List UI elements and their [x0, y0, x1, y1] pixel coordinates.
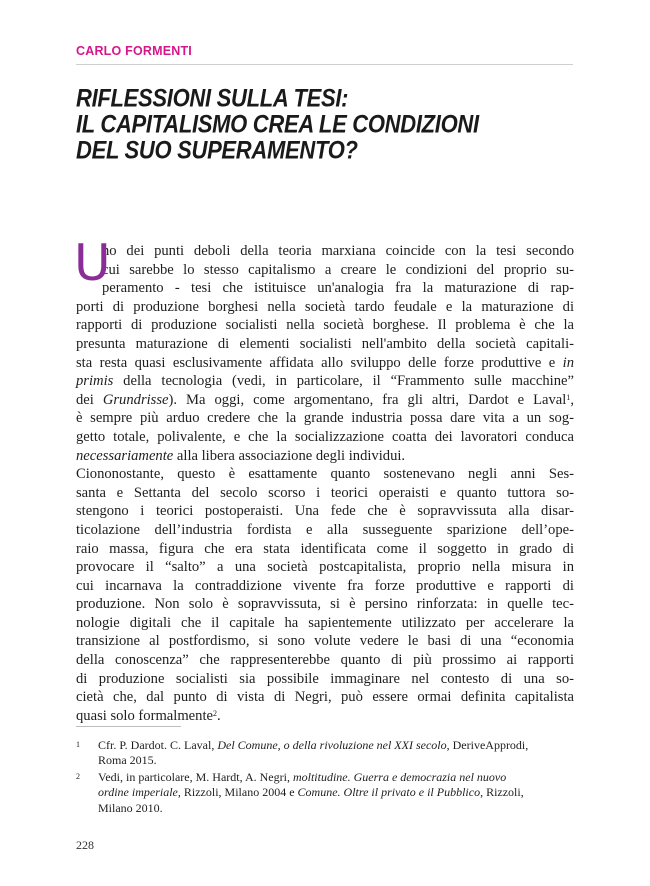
footnote-line: Roma 2015. [98, 753, 157, 768]
body-italic: primis [76, 373, 114, 390]
body-text: sta resta quasi esclusivamente affidata allo sviluppo delle forze produttive e [76, 354, 563, 371]
footnote-text: , DeriveApprodi, [446, 738, 529, 752]
body-line: cietà che, dal punto di vista di Negri, può essere ormai definita capitalista [76, 689, 574, 706]
footnote-text: Cfr. P. Dardot. C. Laval, [98, 738, 218, 752]
body-line: porti di produzione borghesi nella società tardo feudale e la maturazione di [76, 298, 574, 315]
body-text: ). Ma oggi, come argomentano, fra gli altri, Dardot e Laval [168, 391, 567, 408]
footnote-ref[interactable]: 1 [566, 392, 571, 402]
body-line: transizione al postfordismo, si sono volute vedere le basi di una “economia [76, 633, 574, 650]
body-line: provocare il “salto” a una società postcapitalista, proprio nella misura in [76, 559, 574, 576]
title-line: IL CAPITALISMO CREA LE CONDIZIONI [76, 110, 479, 138]
footnote-number: 1 [76, 740, 80, 749]
title-line: RIFLESSIONI SULLA TESI: [76, 84, 349, 112]
body-line: Ciononostante, questo è esattamente quanto sostenevano negli anni Ses- [76, 466, 574, 483]
footnote-text: , Rizzoli, Milano 2004 e [177, 785, 298, 800]
body-line: no dei punti deboli della teoria marxiana coincide con la tesi secondo [102, 243, 574, 259]
body-text: alla libera associazione degli individui. [173, 447, 406, 464]
body-line: produzione. Non solo è sopravvissuta, si è persino rinforzata: in quelle tec- [76, 596, 574, 613]
footnote-rule [76, 726, 181, 727]
body-line: nologie digitali che il capitale ha sapientemente utilizzato per accelerare la [76, 614, 574, 631]
body-text: quasi solo formalmente [76, 707, 213, 724]
footnote-text: , Rizzoli, [480, 785, 524, 800]
footnotes [76, 738, 574, 817]
footnote-italic: Comune. Oltre il privato e il Pubblico [297, 785, 481, 800]
body-line: rapporti di produzione socialisti nella società borghese. Il problema è che la [76, 317, 574, 334]
footnote-italic: ordine imperiale [98, 785, 178, 800]
body-line [76, 391, 574, 410]
page-number: 228 [76, 838, 94, 852]
body-line: cui incarnava la contraddizione vivente fra forze produttive e rapporti di [76, 577, 574, 594]
body-line: ticolazione dell’industria fordista e alla susseguente sparizione dell’ope- [76, 521, 574, 538]
footnote-line [98, 738, 574, 753]
body-line: presunta maturazione di elementi socialisti nell'ambito della società capitali- [76, 335, 574, 352]
footnote-italic: moltitudine. Guerra e democrazia nel nuovo [292, 769, 507, 784]
body-line [76, 707, 574, 726]
body-line: peramento - tesi che istituisce un'analogia fra la maturazione di rap- [102, 280, 574, 297]
title-line: DEL SUO SUPERAMENTO? [76, 136, 358, 164]
footnote-number: 2 [76, 771, 80, 781]
footnote-ref[interactable]: 2 [213, 708, 217, 718]
footnote-italic: Del Comune, o della rivoluzione nel XXI secolo [217, 738, 447, 752]
running-header-author: CARLO FORMENTI [76, 44, 192, 58]
body-line: santa e Settanta del secolo scorso i teorici operaisti e quanto tuttora so- [76, 484, 574, 501]
body-text: . [217, 707, 221, 724]
article-body [74, 234, 574, 725]
body-line: raio massa, figura che era stata identificata come il soggetto in grado di [76, 540, 574, 557]
body-line: è sempre più arduo credere che la grande industria possa dare vita a un sog- [76, 410, 574, 427]
body-text: , [570, 391, 574, 408]
body-text: dei [76, 391, 103, 408]
drop-cap: U [74, 234, 111, 292]
footnote-text: Vedi, in particolare, M. Hardt, A. Negri, [98, 769, 293, 784]
body-italic: Grundrisse [102, 391, 169, 408]
body-text: della tecnologia (vedi, in particolare, il “Frammento sulle macchine” [113, 373, 574, 390]
body-line: getto totale, polivalente, e che la socializzazione coatta dei lavoratori conduca [76, 428, 574, 445]
footnote-line [98, 770, 574, 785]
body-line: di produzione socialisti sia possibile immaginare nel contesto di una so- [76, 670, 574, 687]
article-title [76, 84, 576, 162]
footnote-line [98, 785, 574, 800]
body-line: della conoscenza” che rappresenterebbe quanto di più prossimo ai rapporti [76, 652, 574, 669]
body-italic: in [562, 354, 574, 371]
body-italic: necessariamente [76, 447, 174, 464]
body-line [76, 447, 574, 466]
header-rule [76, 64, 573, 65]
footnote-line: Milano 2010. [98, 800, 163, 815]
body-line [76, 354, 574, 373]
body-line: stengono i teorici postoperaisti. Una fede che è sopravvissuta alla disar- [76, 503, 574, 520]
body-line [76, 372, 574, 391]
body-line: cui sarebbe lo stesso capitalismo a creare le condizioni del proprio su- [102, 261, 574, 278]
footnote [76, 738, 574, 769]
footnote [76, 770, 574, 816]
